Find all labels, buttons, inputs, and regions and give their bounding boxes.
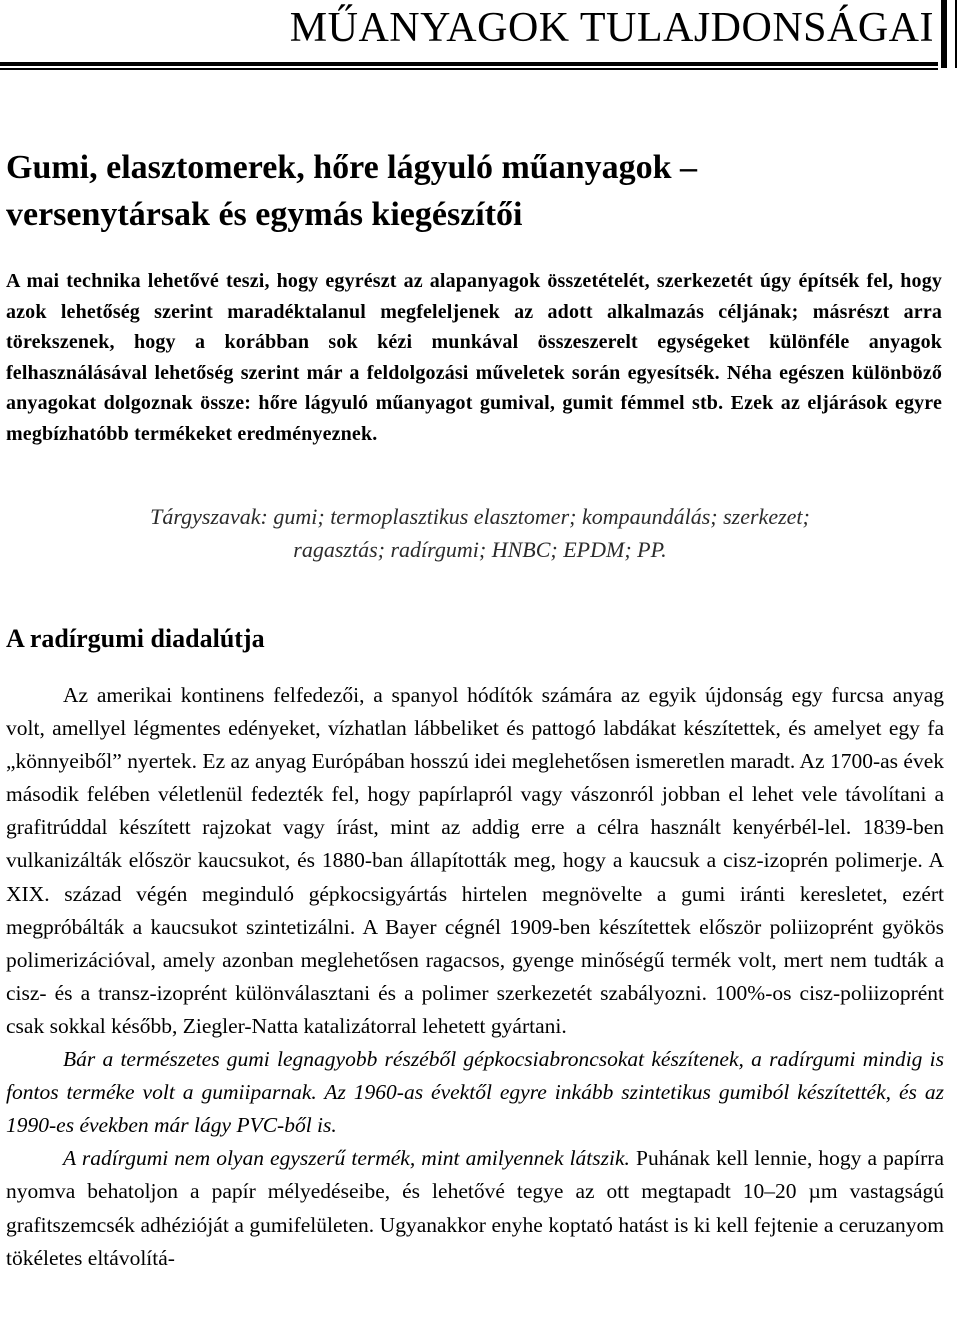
abstract: A mai technika lehetővé teszi, hogy egyrészt az alapanyagok összetételét, szerkezetét úgy építsék fel, hogy azok lehetőség szerint maradéktalanul megfeleljenek az adott alkalmazás céljának; másrészt arra törekszenek, hogy a korábban sok kézi munkával összeszerelt egységeket különféle anyagok felhasználásával lehetőség szerint már a feldolgozási műveletek során egyesítsék. Néha egészen különböző anyagokat dolgoznak össze: hőre lágyuló műanyagot gumival, gumit fémmel stb. Ezek az eljárások egyre megbízhatóbb termékeket eredményeznek. bbox=[6, 270, 942, 445]
section-body bbox=[6, 679, 944, 1275]
keywords-line1: Tárgyszavak: gumi; termoplasztikus elasztomer; kompaundálás; szerkezet; bbox=[150, 504, 810, 529]
paragraph-continuation: Puhának kell lennie, hogy a papírra nyomva behatoljon a papír mélyedéseibe, és lehetővé tegye az ott megtapadt 10–20 µm vastagságú grafitszemcsék adhézióját a gumifelületen. Ugyanakkor enyhe koptató hatást is ki kell fejtenie a ceruzanyom tökéletes eltávolítá- bbox=[6, 1146, 944, 1270]
body-paragraph-italic: Bár a természetes gumi legnagyobb részéből gépkocsiabroncsokat készítenek, a radírgumi mindig is fontos terméke volt a gumiiparnak. Az 1960-as évektől egyre inkább szintetikus gumiból készítették, és az 1990-es években már lágy PVC-ből is. bbox=[6, 1047, 944, 1138]
keywords bbox=[0, 500, 960, 566]
header-vertical-bar bbox=[941, 0, 947, 68]
italic-lead-sentence: A radírgumi nem olyan egyszerű termék, mint amilyennek látszik. bbox=[63, 1146, 630, 1171]
body-paragraph bbox=[6, 1142, 944, 1274]
section-heading: A radírgumi diadalútja bbox=[6, 624, 265, 653]
body-paragraph: Az amerikai kontinens felfedezői, a spanyol hódítók számára az egyik újdonság egy furcsa anyag volt, amellyel légmentes edényeket, vízhatlan lábbeliket és pattogó labdákat készítettek, és amelyet egy fa „könnyeiből” nyertek. Ez az anyag Európában hosszú idei meglehetősen ismeretlen maradt. Az 1700-as évek második felében véletlenül fedezték fel, hogy papírlapról vagy vászonról jobban el lehet vele távolítani a grafitrúddal készített rajzokat vagy írást, mint az addig erre a célra használt kenyérbél-lel. 1839-ben vulkanizálták először kaucsukot, és 1880-ban állapították meg, hogy a kaucsuk a cisz-izoprén polimerje. A XIX. század végén meginduló gépkocsigyártás hirtelen megnövelte a gumi iránti keresletet, ezért megpróbálták a kaucsukot szintetizálni. A Bayer cégnél 1909-ben készítettek először poliizoprént gyökös polimerizációval, amely azonban meglehetősen ragacsos, gyenge minőségű termék volt, mert nem tudták a cisz- és a transz-izoprént különválasztani és a polimer szerkezetét szabályozni. 100%-os cisz-poliizoprént csak sokkal később, Ziegler-Natta katalizátorral lehetett gyártani. bbox=[6, 683, 944, 1038]
running-header bbox=[0, 0, 960, 80]
header-rule-thin bbox=[0, 68, 938, 70]
journal-section-title: MŰANYAGOK TULAJDONSÁGAI bbox=[289, 5, 934, 51]
article-title-line1: Gumi, elasztomerek, hőre lágyuló műanyagok – bbox=[6, 149, 698, 186]
header-rule bbox=[0, 62, 938, 66]
header-vertical-bar-thin bbox=[955, 0, 957, 68]
article-title bbox=[6, 144, 946, 238]
article-title-line2: versenytársak és egymás kiegészítői bbox=[6, 196, 523, 233]
keywords-line2: ragasztás; radírgumi; HNBC; EPDM; PP. bbox=[293, 537, 667, 562]
